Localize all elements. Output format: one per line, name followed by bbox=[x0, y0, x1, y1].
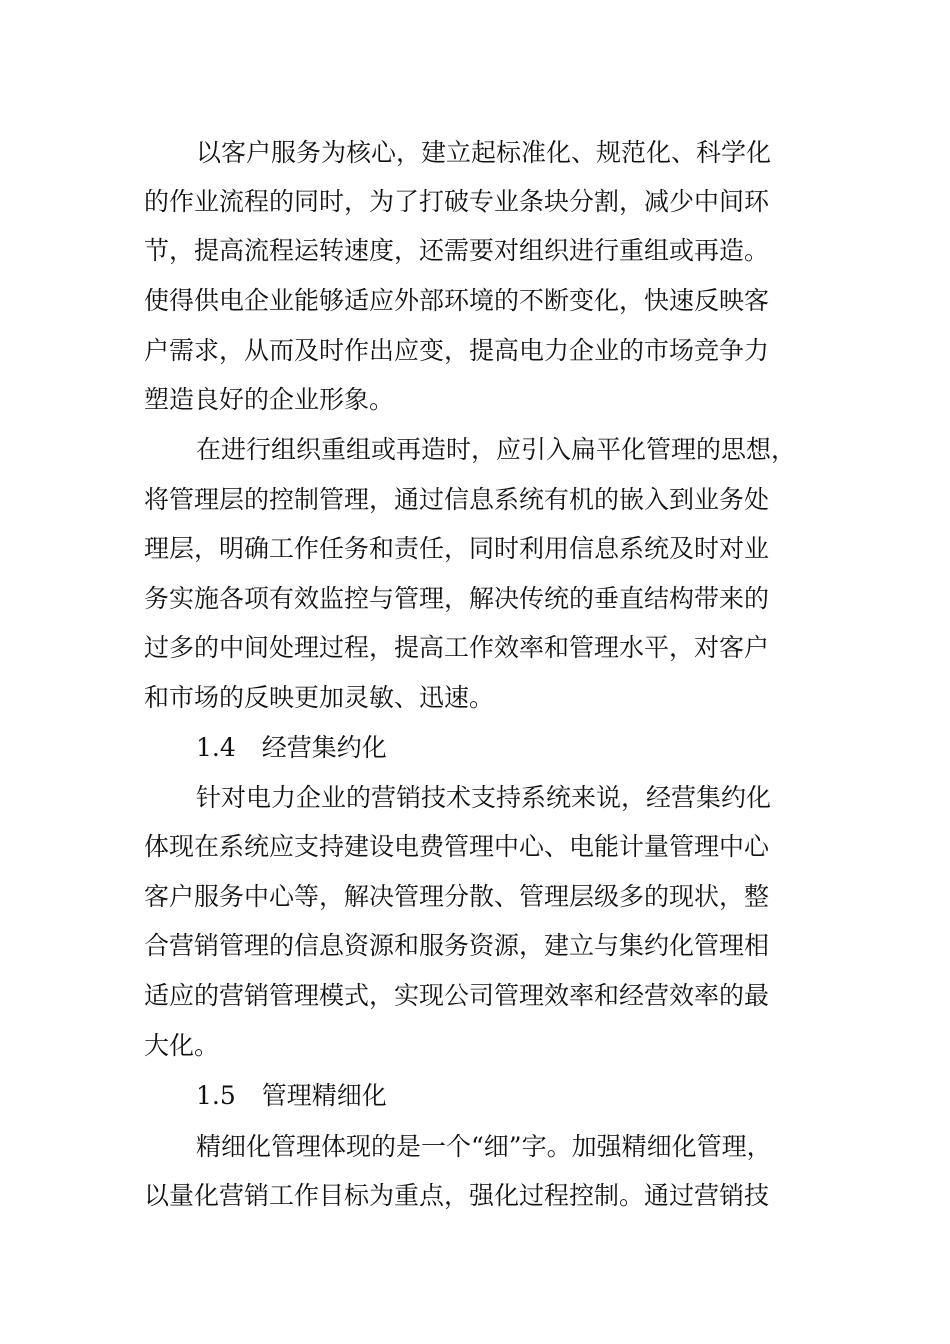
paragraph-line: 理层，明确工作任务和责任，同时利用信息系统及时对业 bbox=[144, 534, 770, 563]
paragraph-line: 适应的营销管理模式，实现公司管理效率和经营效率的最 bbox=[144, 981, 770, 1010]
paragraph-line: 和市场的反映更加灵敏、迅速。 bbox=[144, 683, 495, 712]
section-heading-1-5 bbox=[196, 1080, 387, 1112]
paragraph-line: 将管理层的控制管理，通过信息系统有机的嵌入到业务处 bbox=[144, 485, 770, 514]
paragraph-line: 户需求，从而及时作出应变，提高电力企业的市场竞争力 bbox=[144, 336, 770, 365]
section-heading-1-4 bbox=[196, 732, 387, 764]
paragraph-line: 过多的中间处理过程，提高工作效率和管理水平，对客户 bbox=[144, 633, 770, 662]
paragraph-line: 针对电力企业的营销技术支持系统来说，经营集约化 bbox=[196, 783, 772, 812]
section-title: 经营集约化 bbox=[261, 733, 387, 762]
paragraph-line: 以客户服务为核心，建立起标准化、规范化、科学化 bbox=[196, 138, 772, 167]
paragraph-line: 体现在系统应支持建设电费管理中心、电能计量管理中心 bbox=[144, 832, 770, 861]
paragraph-line: 合营销管理的信息资源和服务资源，建立与集约化管理相 bbox=[144, 931, 770, 960]
paragraph-line: 精细化管理体现的是一个“细”字。加强精细化管理， bbox=[196, 1132, 772, 1161]
section-number: 1.5 bbox=[196, 1081, 236, 1110]
paragraph-line: 的作业流程的同时，为了打破专业条块分割，减少中间环 bbox=[144, 187, 770, 216]
paragraph-line: 使得供电企业能够适应外部环境的不断变化，快速反映客 bbox=[144, 286, 770, 315]
paragraph-line: 务实施各项有效监控与管理，解决传统的垂直结构带来的 bbox=[144, 584, 770, 613]
paragraph-line: 以量化营销工作目标为重点，强化过程控制。通过营销技 bbox=[144, 1181, 770, 1210]
section-title: 管理精细化 bbox=[261, 1081, 387, 1110]
paragraph-line: 在进行组织重组或再造时，应引入扁平化管理的思想， bbox=[196, 435, 797, 464]
paragraph-line: 客户服务中心等，解决管理分散、管理层级多的现状，整 bbox=[144, 882, 770, 911]
paragraph-line: 节，提高流程运转速度，还需要对组织进行重组或再造。 bbox=[144, 236, 770, 265]
paragraph-line: 塑造良好的企业形象。 bbox=[144, 385, 395, 414]
section-number: 1.4 bbox=[196, 733, 236, 762]
paragraph-line: 大化。 bbox=[144, 1031, 220, 1060]
